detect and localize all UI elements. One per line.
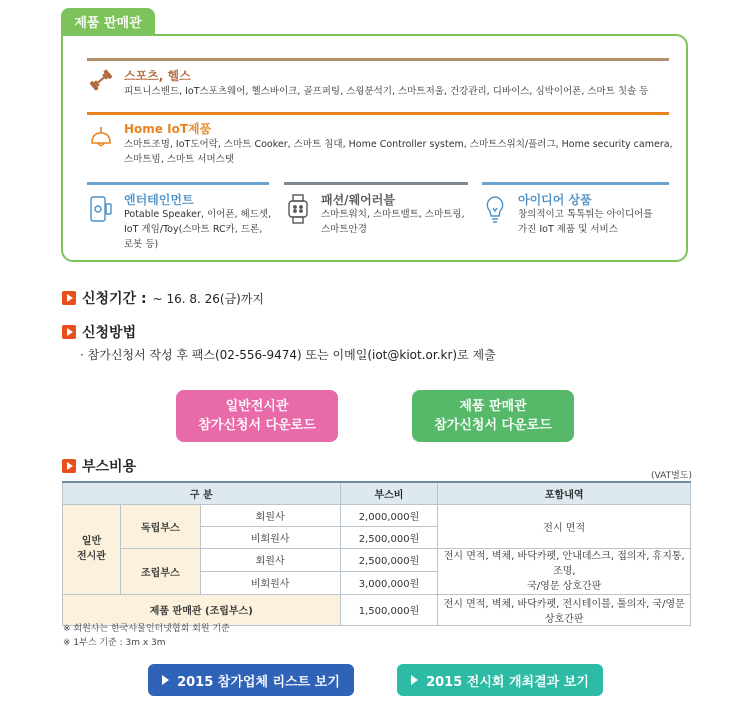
- phone-speaker-icon: [87, 194, 115, 224]
- category-desc: [124, 207, 271, 252]
- play-mark-icon: [62, 459, 76, 473]
- category-desc-line: 스마트조명, IoT도어락, 스마트 Cooker, 스마트 침대, Home Controller system, 스마트스위치/플러그, Home security camera,: [124, 139, 673, 150]
- fee-cell: 2,000,000원: [340, 504, 438, 526]
- category-fashion-wearable: [284, 182, 468, 252]
- booth-fee-table: [62, 481, 691, 626]
- application-period: [62, 288, 264, 308]
- table-header-row: [63, 482, 691, 504]
- fee-cell: 2,500,000원: [340, 526, 438, 548]
- category-desc: [124, 84, 649, 99]
- button-line: 참가신청서 다운로드: [434, 418, 552, 433]
- fee-cell: 1,500,000원: [340, 594, 438, 625]
- category-desc-line: IoT 게임/Toy(스마트 RC카, 드론,: [124, 224, 263, 235]
- booth-fees-heading: [62, 456, 136, 476]
- exhibitor-list-button[interactable]: [148, 664, 354, 696]
- method-label: 신청방법: [82, 325, 137, 341]
- category-desc: [321, 207, 465, 237]
- category-entertainment: [87, 182, 272, 252]
- booth-label: 부스비용: [82, 459, 137, 475]
- includes-cell: 전시 면적, 벽체, 바닥카펫, 안내데스크, 접의자, 휴지통, 조명, 국/영문 상호간판: [438, 548, 691, 594]
- member-cell: 회원사: [200, 548, 340, 571]
- category-desc-line: 가진 IoT 제품 및 서비스: [518, 224, 618, 235]
- button-label: 2015 참가업체 리스트 보기: [177, 674, 340, 690]
- category-desc-line: 스마트워치, 스마트밸트, 스마트링,: [321, 209, 465, 220]
- general-hall-download-button[interactable]: [176, 390, 338, 442]
- category-desc-line: 스마트빔, 스마트 서머스탯: [124, 154, 235, 165]
- member-cell: 회원사: [200, 504, 340, 526]
- category-desc-line: Potable Speaker, 이어폰, 헤드셋,: [124, 209, 272, 220]
- nonmember-cell: 비회원사: [200, 526, 340, 548]
- button-line: 참가신청서 다운로드: [198, 418, 316, 433]
- header-fee: 부스비: [340, 482, 438, 504]
- category-bar: [482, 182, 669, 185]
- method-description: · 참가신청서 작성 후 팩스(02-556-9474) 또는 이메일(iot@kiot.or.kr)로 제출: [80, 348, 496, 362]
- fee-cell: 3,000,000원: [340, 571, 438, 594]
- product-hall-row-cell: 제품 판매관 (조립부스): [63, 594, 341, 625]
- category-desc-line: 스마트안경: [321, 224, 367, 235]
- category-desc-line: 로봇 등): [124, 239, 159, 250]
- dumbbell-icon: [87, 66, 115, 94]
- vat-note: (VAT별도): [651, 471, 692, 481]
- play-mark-icon: [62, 291, 76, 305]
- category-bar: [284, 182, 468, 185]
- button-line: 제품 판매관: [459, 399, 527, 414]
- general-hall-cell: 일반 전시관: [63, 504, 121, 594]
- play-arrow-icon: [162, 675, 169, 685]
- category-title: 아이디어 상품: [518, 193, 592, 207]
- fee-notes: [63, 622, 230, 650]
- category-home-iot: [87, 112, 673, 170]
- assembly-booth-cell: 조립부스: [120, 548, 200, 594]
- table-row: [63, 594, 691, 625]
- lightbulb-icon: [482, 194, 508, 224]
- includes-cell: 전시 면적: [438, 504, 691, 548]
- table-row: [63, 504, 691, 526]
- category-desc: [124, 137, 673, 167]
- category-bar: [87, 182, 269, 185]
- category-sports-health: [87, 58, 669, 104]
- lamp-icon: [87, 124, 115, 152]
- category-title: 엔터테인먼트: [124, 193, 194, 207]
- header-division: 구 분: [63, 482, 341, 504]
- independent-booth-cell: 독립부스: [120, 504, 200, 548]
- category-title: Home IoT제품: [124, 122, 212, 136]
- product-hall-tab: 제품 판매관: [61, 8, 155, 34]
- application-method: [62, 322, 136, 342]
- note-line: ※ 회원사는 한국사물인터넷협회 회원 기준: [63, 624, 230, 634]
- category-desc-line: 피트니스밴드, IoT스포츠웨어, 헬스바이크, 골프퍼팅, 스윙분석기, 스마트저울, 건강관리, 디바이스, 심박이어폰, 스마트 칫솔 등: [124, 86, 649, 97]
- play-arrow-icon: [411, 675, 418, 685]
- period-label: 신청기간 :: [82, 291, 147, 307]
- smartwatch-icon: [284, 194, 312, 224]
- play-mark-icon: [62, 325, 76, 339]
- category-title: 패션/웨어러블: [321, 193, 395, 207]
- fee-cell: 2,500,000원: [340, 548, 438, 571]
- product-hall-download-button[interactable]: [412, 390, 574, 442]
- category-bar: [87, 58, 669, 61]
- button-line: 일반전시관: [225, 399, 289, 414]
- category-desc: [518, 207, 653, 237]
- includes-cell: 전시 면적, 벽체, 바닥카펫, 전시테이블, 툴의자, 국/영문 상호간판: [438, 594, 691, 625]
- category-idea-products: [482, 182, 669, 252]
- period-value: ~ 16. 8. 26(금)까지: [152, 291, 265, 306]
- note-line: ※ 1부스 기준 : 3m x 3m: [63, 638, 166, 648]
- category-desc-line: 창의적이고 톡톡튀는 아이디어를: [518, 209, 653, 220]
- product-hall-box: [61, 34, 688, 262]
- category-bar: [87, 112, 669, 115]
- table-row: [63, 548, 691, 571]
- exhibition-results-button[interactable]: [397, 664, 603, 696]
- nonmember-cell: 비회원사: [200, 571, 340, 594]
- category-title: 스포츠, 헬스: [124, 69, 191, 83]
- header-includes: 포함내역: [438, 482, 691, 504]
- button-label: 2015 전시회 개최결과 보기: [426, 674, 589, 690]
